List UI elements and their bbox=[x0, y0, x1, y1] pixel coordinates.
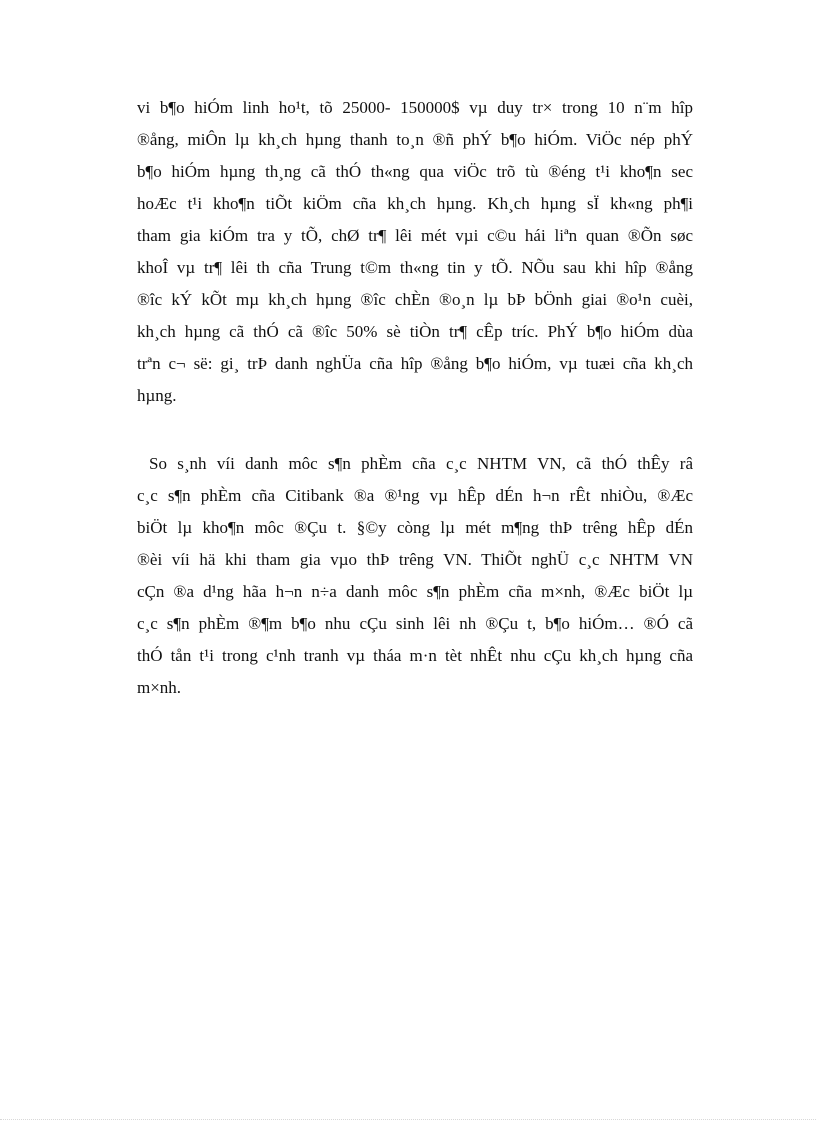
text-line: kh¸ch hµng cã thÓ cã ®îc 50% sè tiÒn tr¶ cÊp tríc. PhÝ b¶o hiÓm dùa bbox=[137, 322, 693, 341]
text-line: m×nh. bbox=[137, 678, 182, 697]
text-line: thÓ tån t¹i trong c¹nh tranh vµ tháa m·n tèt nhÊt nhu cÇu kh¸ch hµng cña bbox=[137, 646, 693, 665]
paragraph-comparison bbox=[137, 448, 693, 704]
text-line: b¶o hiÓm hµng th¸ng cã thÓ th«ng qua viÖc trõ tù ®éng t¹i kho¶n sec bbox=[137, 162, 693, 181]
text-line: ®îc kÝ kÕt mµ kh¸ch hµng ®îc chÈn ®o¸n lµ bÞ bÖnh giai ®o¹n cuèi, bbox=[137, 290, 693, 309]
text-line: biÖt lµ kho¶n môc ®Çu t. §©y còng lµ mét m¶ng thÞ trêng hÊp dÉn bbox=[137, 518, 693, 537]
text-line: ®ång, miÔn lµ kh¸ch hµng thanh to¸n ®ñ phÝ b¶o hiÓm. ViÖc nép phÝ bbox=[137, 130, 693, 149]
paragraph-insurance bbox=[137, 92, 693, 412]
text-line: vi b¶o hiÓm linh ho¹t, tõ 25000- 150000$ vµ duy tr× trong 10 n¨m hîp bbox=[137, 98, 693, 117]
text-line: trªn c¬ së: gi¸ trÞ danh nghÜa cña hîp ®ång b¶o hiÓm, vµ tuæi cña kh¸ch bbox=[137, 354, 693, 373]
text-line: hµng. bbox=[137, 386, 177, 405]
text-line: tham gia kiÓm tra y tÕ, chØ tr¶ lêi mét vµi c©u hái liªn quan ®Õn søc bbox=[137, 226, 693, 245]
text-line: hoÆc t¹i kho¶n tiÕt kiÖm cña kh¸ch hµng. Kh¸ch hµng sÏ kh«ng ph¶i bbox=[137, 194, 693, 213]
text-line: khoÎ vµ tr¶ lêi th cña Trung t©m th«ng tin y tÕ. NÕu sau khi hîp ®ång bbox=[137, 258, 693, 277]
text-line: c¸c s¶n phÈm ®¶m b¶o nhu cÇu sinh lêi nh ®Çu t, b¶o hiÓm… ®Ó cã bbox=[137, 614, 693, 633]
text-line: c¸c s¶n phÈm cña Citibank ®a ®¹ng vµ hÊp dÉn h¬n rÊt nhiÒu, ®Æc bbox=[137, 486, 693, 505]
text-line: cÇn ®a d¹ng hãa h¬n n÷a danh môc s¶n phÈm cña m×nh, ®Æc biÖt lµ bbox=[137, 582, 693, 601]
page-edge-divider bbox=[0, 1119, 816, 1120]
text-line: So s¸nh víi danh môc s¶n phÈm cña c¸c NHTM VN, cã thÓ thÊy râ bbox=[149, 454, 693, 473]
text-line: ®èi víi hä khi tham gia vµo thÞ trêng VN. ThiÕt nghÜ c¸c NHTM VN bbox=[137, 550, 693, 569]
